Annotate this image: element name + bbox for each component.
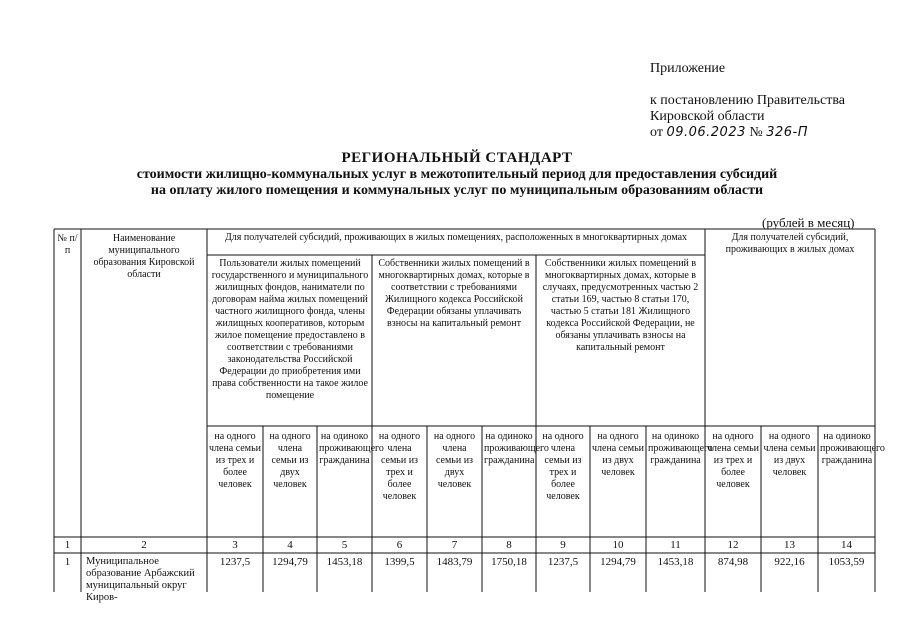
table-cell-value: 1294,79: [272, 556, 308, 568]
subtitle-line-1: стоимости жилищно-коммунальных услуг в межотопительный период для предоставления субсидий: [136, 167, 778, 182]
table-cell-value: 1237,5: [547, 556, 579, 568]
leaf-header-single: на одиноко проживающего гражданина: [319, 431, 384, 466]
row-number: 1: [64, 556, 71, 568]
decree-from-label: от: [650, 125, 663, 140]
column-number: 9: [560, 539, 566, 551]
table-cell-value: 1294,79: [600, 556, 636, 568]
subheader-owners-pay-capital-repair: Собственники жилых помещений в многоквартирных домах, которые в соответствии с требованиями Жилищного кодекса Российской Федерации обязаны уплачивать взносы на капитальный ремонт: [378, 258, 530, 329]
leaf-header-single: на одиноко проживающего гражданина: [648, 431, 713, 466]
table-cell-value: 1453,18: [657, 556, 694, 568]
subheader-owners-exempt-capital-repair: Собственники жилых помещений в многоквартирных домах, которые в случаях, предусмотренных частью 2 статьи 169, частью 8 статьи 170, частью 5 статьи 181 Жилищного кодекса Российской Федерации, не обязаны уплачивать взносы на капитальный ремонт: [542, 258, 699, 353]
leaf-header-family-two: на одного члена семьи из двух человек: [592, 431, 644, 478]
column-number: 1: [64, 539, 71, 551]
table-cell-value: 874,98: [717, 556, 749, 568]
decree-number-sign: №: [749, 125, 763, 140]
column-number: 3: [232, 539, 238, 551]
table-cell-value: 1750,18: [491, 556, 527, 568]
group-header-houses: Для получателей субсидий, проживающих в жилых домах: [725, 232, 855, 255]
table-cell-value: 1237,5: [219, 556, 251, 568]
column-header-municipality: Наименование муниципального образования Кировской области: [93, 233, 195, 280]
group-header-apartment-buildings: Для получателей субсидий, проживающих в жилых помещениях, расположенных в многоквартирных домах: [224, 232, 688, 243]
units-label: (рублей в месяц): [762, 215, 855, 230]
subtitle-line-2: на оплату жилого помещения и коммунальных услуг по муниципальным образованиям области: [150, 183, 764, 198]
column-number: 14: [841, 539, 852, 551]
decree-line-2: Кировской области: [650, 109, 765, 124]
subheader-users-tenants: Пользователи жилых помещений государственного и муниципального жилищных фондов, наниматели по договорам найма жилых помещений частного жилищного фонда, члены жилищных кооперативов, которым жилое помещение предоставлено в соответствии с требованиями законодательства Российской Федерации до приобретения ими права собственности на такое жилое помещение: [211, 258, 369, 401]
decree-date: 09.06.2023: [666, 125, 746, 140]
leaf-header-family-three: на одного члена семьи из трех и более человек: [209, 431, 261, 490]
leaf-header-family-three: на одного члена семьи из трех и более человек: [542, 431, 584, 502]
decree-number: 326-П: [766, 125, 809, 140]
leaf-header-single: на одиноко проживающего гражданина: [820, 431, 885, 466]
column-header-number: № п/п: [57, 233, 78, 256]
column-number: 2: [141, 539, 147, 551]
column-number: 4: [287, 539, 293, 551]
table-cell-value: 1399,5: [384, 556, 415, 568]
leaf-header-single: на одиноко проживающего гражданина: [484, 431, 549, 466]
table-cell-value: 1453,18: [326, 556, 363, 568]
leaf-header-family-three: на одного члена семьи из трех и более человек: [707, 431, 759, 490]
column-number: 8: [506, 539, 512, 551]
decree-line-1: к постановлению Правительства: [650, 93, 846, 108]
table-cell-value: 922,16: [774, 556, 805, 568]
municipality-name: Муниципальное образование Арбажский муниципальный округ Киров-: [86, 556, 195, 603]
leaf-header-family-two: на одного члена семьи из двух человек: [763, 431, 816, 478]
column-number: 12: [727, 539, 739, 551]
leaf-header-family-three: на одного члена семьи из трех и более человек: [378, 431, 421, 502]
appendix-label: Приложение: [650, 61, 726, 76]
document-title: РЕГИОНАЛЬНЫЙ СТАНДАРТ: [341, 150, 573, 166]
column-number: 11: [670, 539, 681, 551]
column-number: 7: [451, 539, 458, 551]
column-number: 13: [784, 539, 795, 551]
leaf-header-family-two: на одного члена семьи из двух человек: [269, 431, 311, 490]
table-cell-value: 1053,59: [828, 556, 865, 568]
column-number: 5: [341, 539, 348, 551]
column-number: 6: [396, 539, 403, 551]
table-cell-value: 1483,79: [436, 556, 473, 568]
leaf-header-family-two: на одного члена семьи из двух человек: [433, 431, 476, 490]
column-number: 10: [612, 539, 624, 551]
